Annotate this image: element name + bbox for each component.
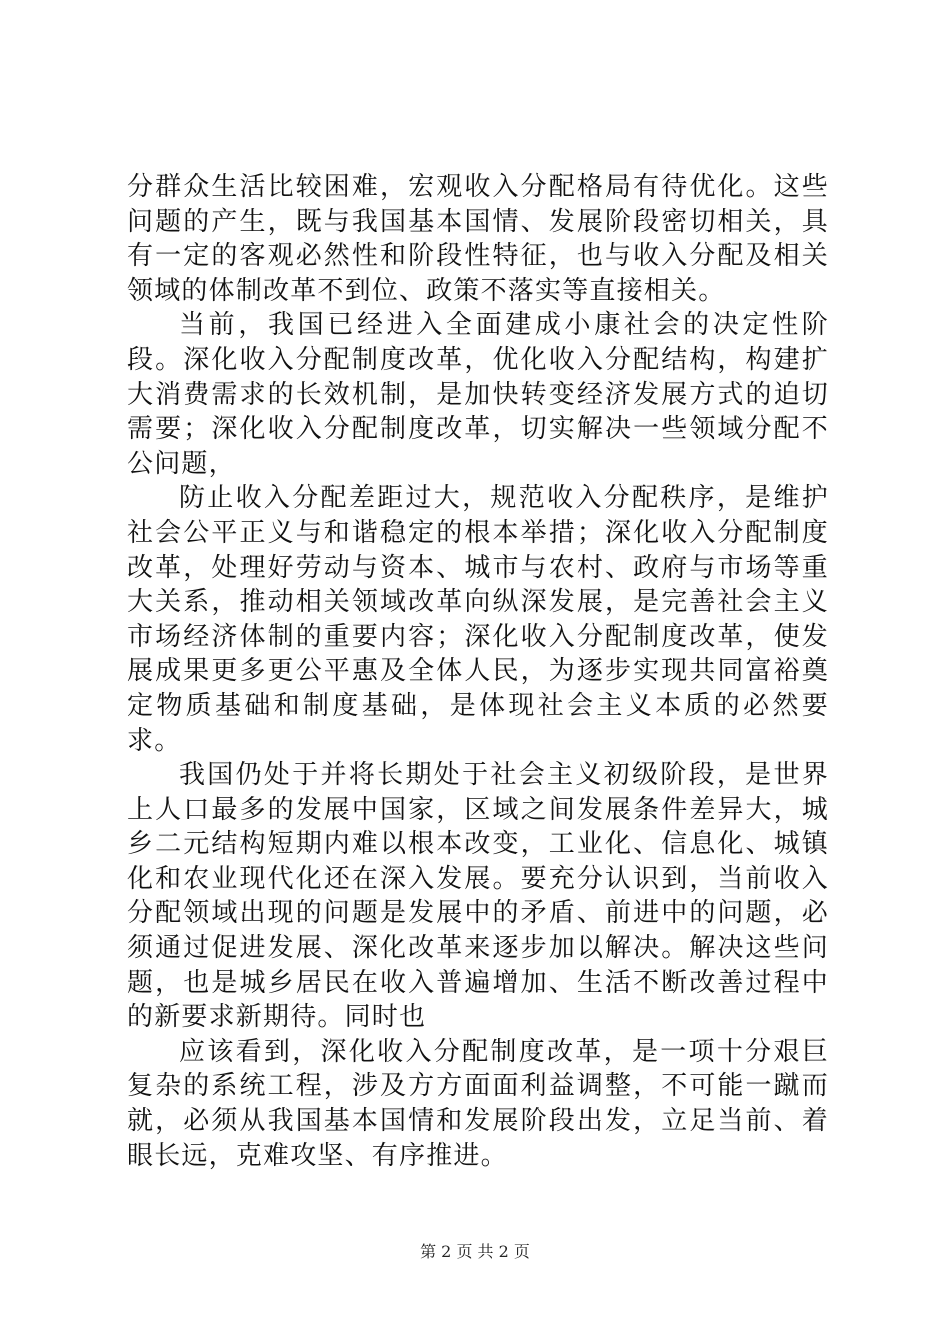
paragraph-2: 当前，我国已经进入全面建成小康社会的决定性阶段。深化收入分配制度改革，优化收入分配结构，构建扩大消费需求的长效机制，是加快转变经济发展方式的迫切需要；深化收入分配制度改革，切实解决一些领域分配不公问题， — [127, 310, 829, 479]
page-number-footer: 第 2 页 共 2 页 — [420, 1242, 530, 1261]
paragraph-4: 我国仍处于并将长期处于社会主义初级阶段，是世界上人口最多的发展中国家，区域之间发展条件差异大，城乡二元结构短期内难以根本改变，工业化、信息化、城镇化和农业现代化还在深入发展。要充分认识到，当前收入分配领域出现的问题是发展中的矛盾、前进中的问题，必须通过促进发展、深化改革来逐步加以解决。解决这些问题，也是城乡居民在收入普遍增加、生活不断改善过程中的新要求新期待。同时也 — [127, 760, 829, 1033]
paragraph-5: 应该看到，深化收入分配制度改革，是一项十分艰巨复杂的系统工程，涉及方方面面利益调整，不可能一蹴而就，必须从我国基本国情和发展阶段出发，立足当前、着眼长远，克难攻坚、有序推进。 — [127, 1036, 829, 1171]
paragraph-3: 防止收入分配差距过大，规范收入分配秩序，是维护社会公平正义与和谐稳定的根本举措；深化收入分配制度改革，处理好劳动与资本、城市与农村、政府与市场等重大关系，推动相关领域改革向纵深发展，是完善社会主义市场经济体制的重要内容；深化收入分配制度改革，使发展成果更多更公平惠及全体人民，为逐步实现共同富裕奠定物质基础和制度基础，是体现社会主义本质的必然要求。 — [127, 483, 829, 756]
document-body — [127, 170, 829, 1173]
paragraph-1: 分群众生活比较困难，宏观收入分配格局有待优化。这些问题的产生，既与我国基本国情、发展阶段密切相关，具有一定的客观必然性和阶段性特征，也与收入分配及相关领域的体制改革不到位、政策不落实等直接相关。 — [127, 172, 829, 306]
